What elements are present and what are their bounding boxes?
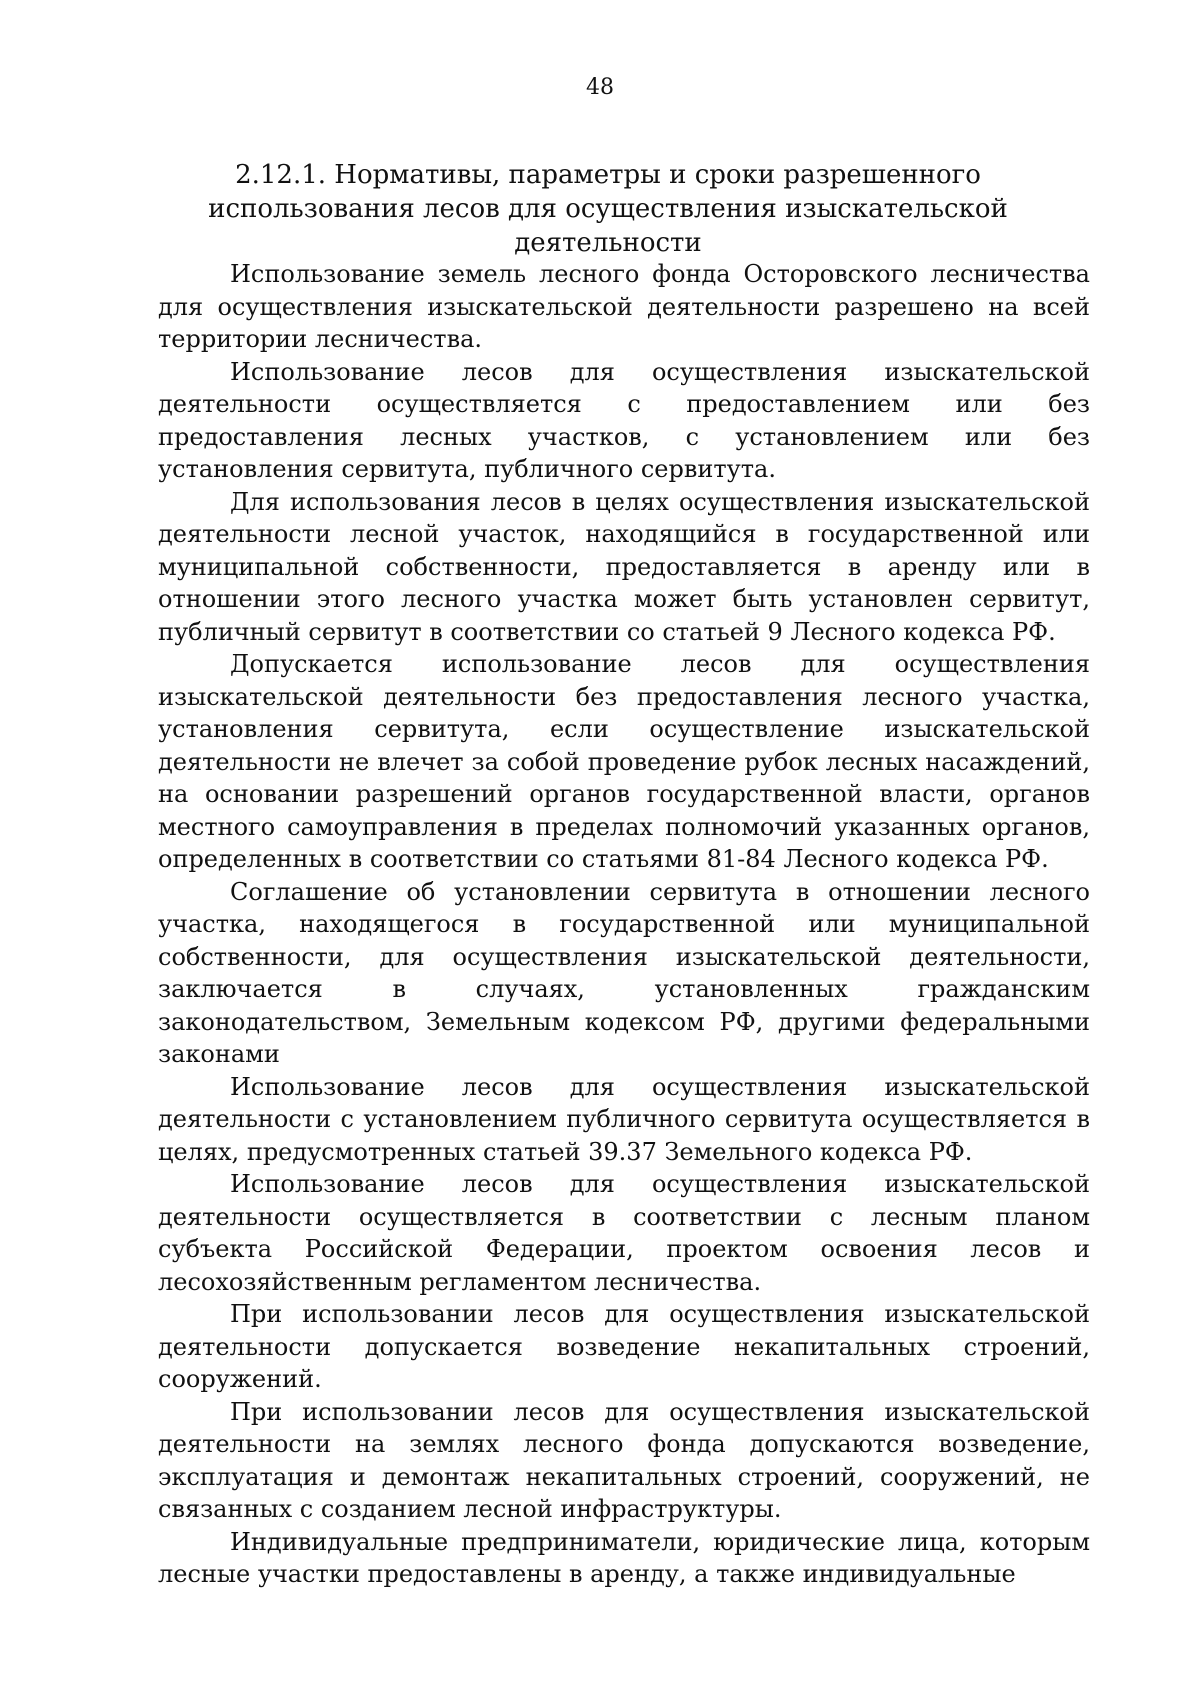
paragraph: Допускается использование лесов для осуществления изыскательской деятельности без предоставления лесного участка, установления сервитута, если осуществление изыскательской деятельности не влечет за собой проведение рубок лесных насаждений, на основании разрешений органов государственной власти, органов местного самоуправления в пределах полномочий указанных органов, определенных в соответствии со статьями 81-84 Лесного кодекса РФ. [158,650,1090,873]
paragraph: Индивидуальные предприниматели, юридические лица, которым лесные участки предоставлены в аренду, а также индивидуальные [158,1527,1090,1588]
paragraph: Использование лесов для осуществления изыскательской деятельности с установлением публичного сервитута осуществляется в целях, предусмотренных статьей 39.37 Земельного кодекса РФ. [158,1072,1090,1166]
paragraph: Использование лесов для осуществления изыскательской деятельности осуществляется с предоставлением или без предоставления лесных участков, с установлением или без установления сервитута, публичного сервитута. [158,357,1090,483]
paragraph: Использование земель лесного фонда Осторовского лесничества для осуществления изыскательской деятельности разрешено на всей территории лесничества. [158,260,1090,353]
section-heading: 2.12.1. Нормативы, параметры и сроки разрешенного использования лесов для осуществления изыскательской деятельности [208,160,1008,258]
paragraph: Использование лесов для осуществления изыскательской деятельности осуществляется в соответствии с лесным планом субъекта Российской Федерации, проектом освоения лесов и лесохозяйственным регламентом лесничества. [158,1170,1090,1296]
page-number: 48 [586,75,614,100]
body-text [158,258,1090,1591]
paragraph: Для использования лесов в целях осуществления изыскательской деятельности лесной участок, находящийся в государственной или муниципальной собственности, предоставляется в аренду или в отношении этого лесного участка может быть установлен сервитут, публичный сервитут в соответствии со статьей 9 Лесного кодекса РФ. [158,487,1090,646]
paragraph: При использовании лесов для осуществления изыскательской деятельности на землях лесного фонда допускаются возведение, эксплуатация и демонтаж некапитальных строений, сооружений, не связанных с созданием лесной инфраструктуры. [158,1397,1090,1523]
paragraph: Соглашение об установлении сервитута в отношении лесного участка, находящегося в государственной или муниципальной собственности, для осуществления изыскательской деятельности, заключается в случаях, установленных гражданским законодательством, Земельным кодексом РФ, другими федеральными законами [158,877,1090,1068]
paragraph: При использовании лесов для осуществления изыскательской деятельности допускается возведение некапитальных строений, сооружений. [158,1300,1090,1393]
